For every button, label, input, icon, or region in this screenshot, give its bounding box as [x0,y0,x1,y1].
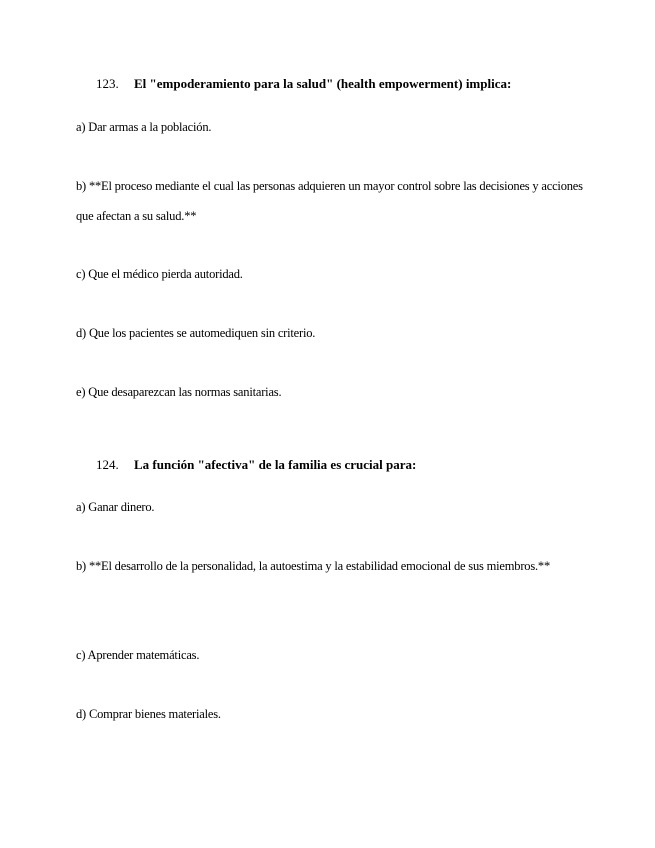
question-heading [96,76,511,92]
answer-option: c) Que el médico pierda autoridad. [76,267,243,281]
answer-option: b) **El proceso mediante el cual las personas adquieren un mayor control sobre las decisiones y acciones que afectan a su salud.** [76,179,583,223]
question-prompt: El "empoderamiento para la salud" (health empowerment) implica: [134,76,512,91]
answer-option: d) Comprar bienes materiales. [76,707,221,721]
question-prompt: La función "afectiva" de la familia es crucial para: [134,457,417,472]
question-number: 123. [96,76,119,91]
answer-option: a) Dar armas a la población. [76,120,212,134]
answer-option: e) Que desaparezcan las normas sanitarias. [76,385,282,399]
question-heading [96,457,416,473]
answer-option: a) Ganar dinero. [76,500,155,514]
question-number: 124. [96,457,119,472]
answer-option: c) Aprender matemáticas. [76,648,200,662]
answer-option: d) Que los pacientes se automediquen sin criterio. [76,326,316,340]
answer-option: b) **El desarrollo de la personalidad, la autoestima y la estabilidad emocional de sus miembros.** [76,559,551,573]
